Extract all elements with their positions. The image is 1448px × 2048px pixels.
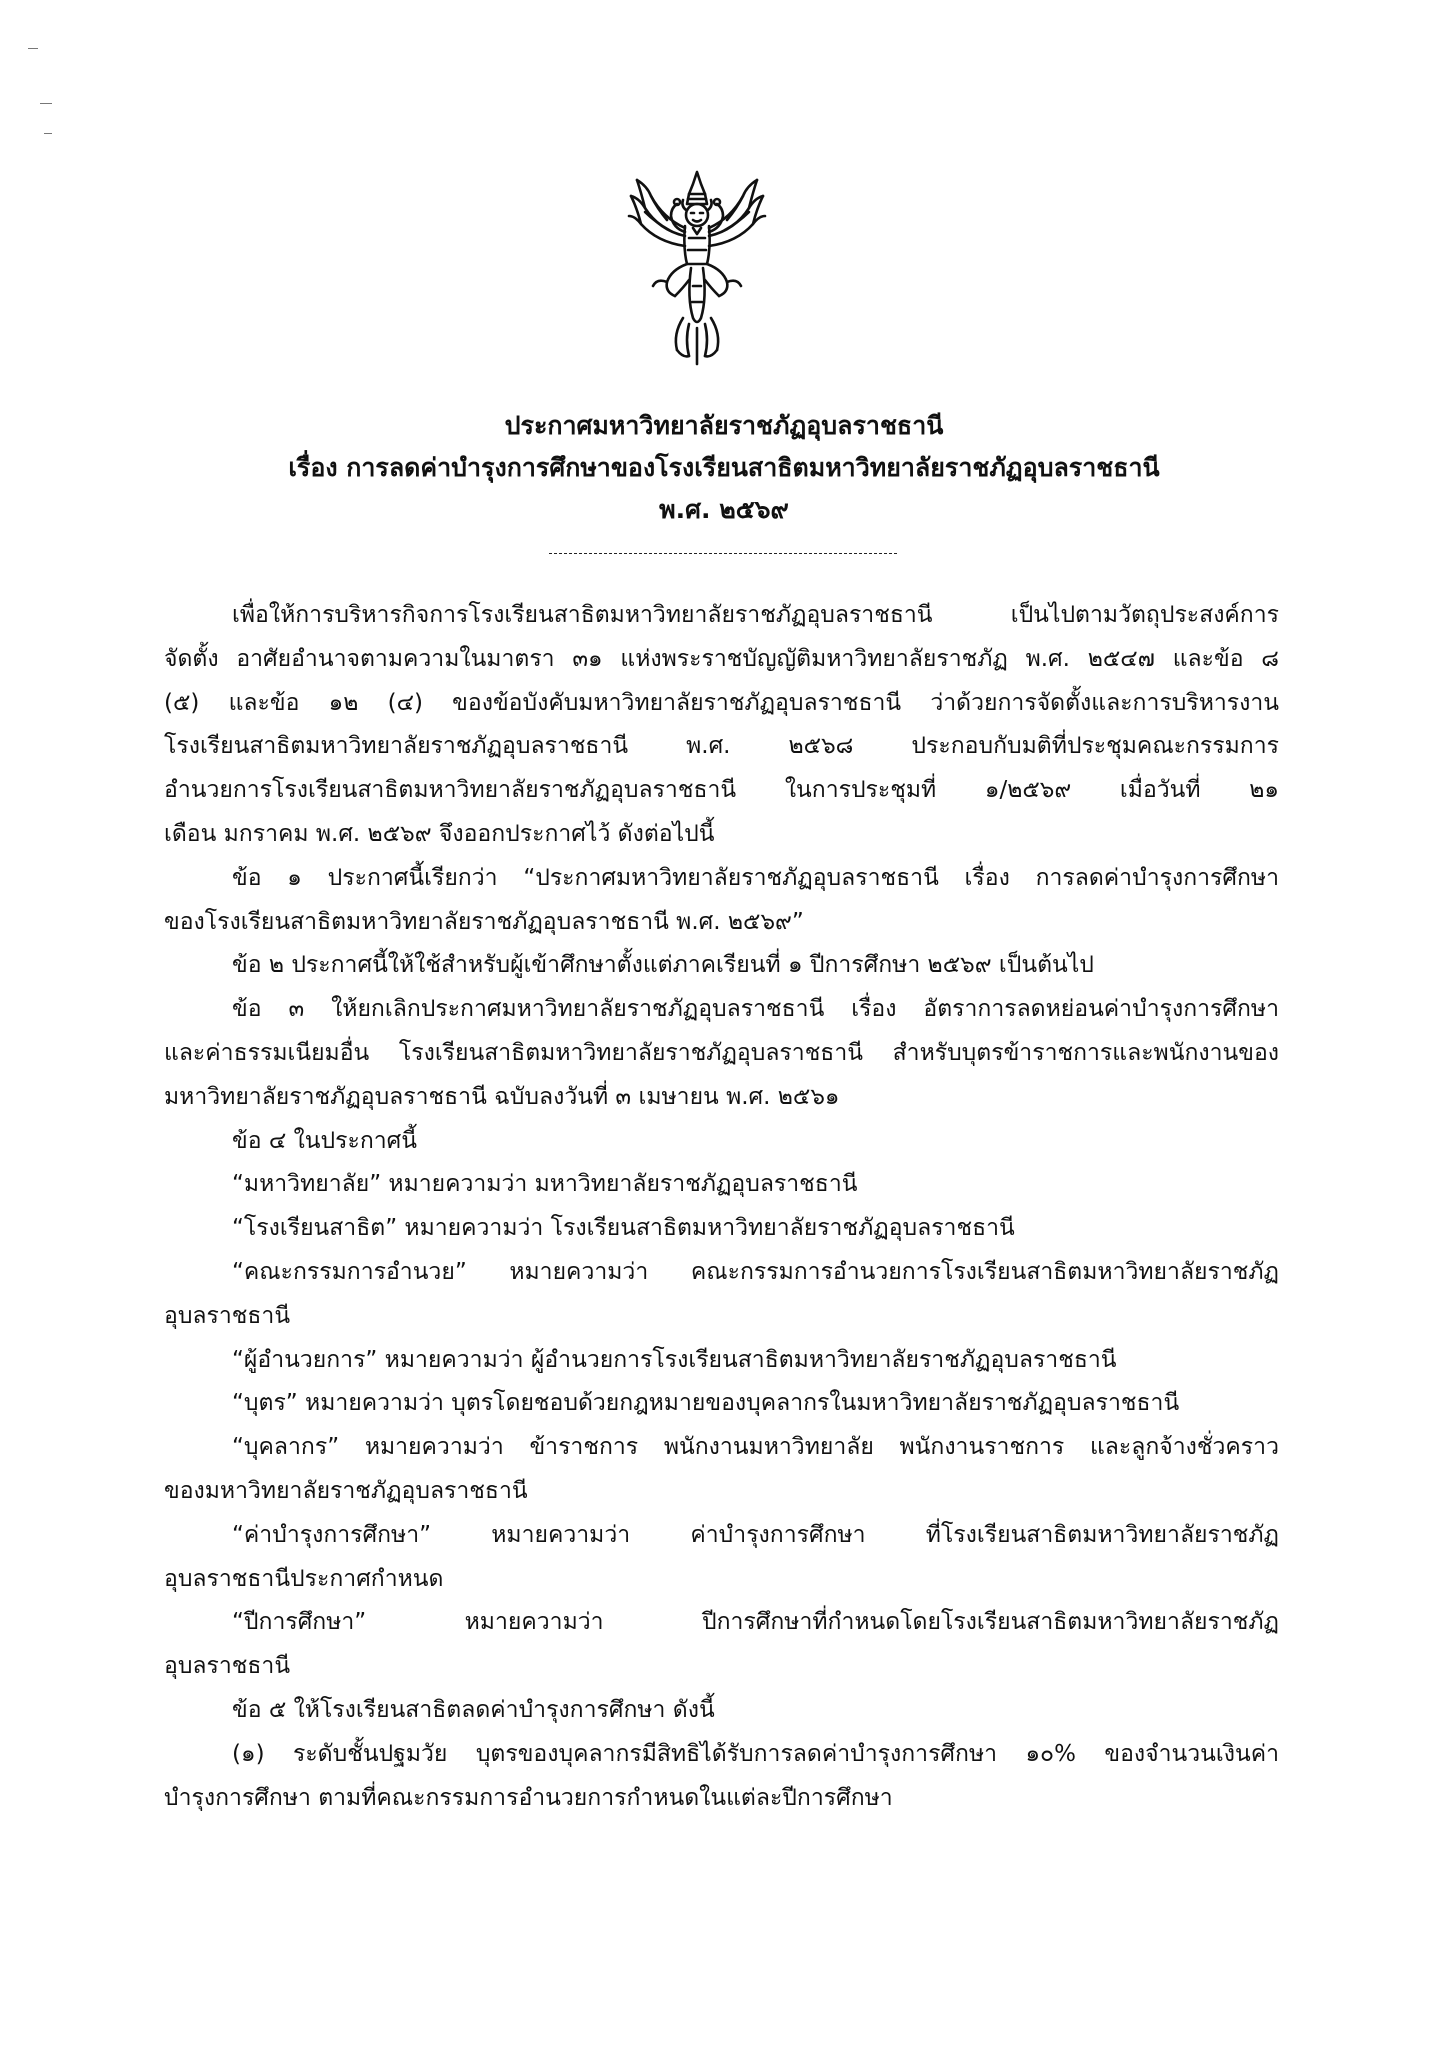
definition-university: “มหาวิทยาลัย” หมายความว่า มหาวิทยาลัยราชภัฏอุบลราชธานี [232,1171,858,1198]
definition-academic-year: “ปีการศึกษา” หมายความว่า ปีการศึกษาที่กำหนดโดยโรงเรียนสาธิตมหาวิทยาลัยราชภัฏ [232,1609,1279,1636]
definition-fee: “ค่าบำรุงการศึกษา” หมายความว่า ค่าบำรุงการศึกษา ที่โรงเรียนสาธิตมหาวิทยาลัยราชภัฏ [232,1521,1279,1548]
scan-artifact [28,48,38,49]
announcement-body [164,594,1279,1820]
preamble-line: อำนวยการโรงเรียนสาธิตมหาวิทยาลัยราชภัฏอุบลราชธานี ในการประชุมที่ ๑/๒๕๖๙ เมื่อวันที่ ๒๑ [164,777,1279,804]
clause-5-item-1-cont: บำรุงการศึกษา ตามที่คณะกรรมการอำนวยการกำหนดในแต่ละปีการศึกษา [164,1784,893,1811]
clause-1-cont: ของโรงเรียนสาธิตมหาวิทยาลัยราชภัฏอุบลราชธานี พ.ศ. ๒๕๖๙” [164,908,804,935]
clause-4: ข้อ ๔ ในประกาศนี้ [232,1127,417,1154]
definition-child: “บุตร” หมายความว่า บุตรโดยชอบด้วยกฎหมายของบุคลากรในมหาวิทยาลัยราชภัฏอุบลราชธานี [232,1390,1180,1417]
preamble-line: เดือน มกราคม พ.ศ. ๒๕๖๙ จึงออกประกาศไว้ ดังต่อไปนี้ [164,820,715,847]
clause-5: ข้อ ๕ ให้โรงเรียนสาธิตลดค่าบำรุงการศึกษา ดังนี้ [232,1696,715,1723]
definition-school: “โรงเรียนสาธิต” หมายความว่า โรงเรียนสาธิตมหาวิทยาลัยราชภัฏอุบลราชธานี [232,1215,1015,1242]
clause-3: ข้อ ๓ ให้ยกเลิกประกาศมหาวิทยาลัยราชภัฏอุบลราชธานี เรื่อง อัตราการลดหย่อนค่าบำรุงการศึกษา [232,996,1279,1023]
definition-personnel-cont: ของมหาวิทยาลัยราชภัฏอุบลราชธานี [164,1477,528,1504]
garuda-emblem-icon [627,168,767,368]
clause-3-cont: มหาวิทยาลัยราชภัฏอุบลราชธานี ฉบับลงวันที่ ๓ เมษายน พ.ศ. ๒๕๖๑ [164,1083,840,1110]
title-line-1: ประกาศมหาวิทยาลัยราชภัฏอุบลราชธานี [504,411,944,440]
scan-artifact [44,133,52,134]
definition-director: “ผู้อำนวยการ” หมายความว่า ผู้อำนวยการโรงเรียนสาธิตมหาวิทยาลัยราชภัฏอุบลราชธานี [232,1346,1117,1373]
definition-committee: “คณะกรรมการอำนวย” หมายความว่า คณะกรรมการอำนวยการโรงเรียนสาธิตมหาวิทยาลัยราชภัฏ [232,1258,1279,1285]
clause-3-cont: และค่าธรรมเนียมอื่น โรงเรียนสาธิตมหาวิทยาลัยราชภัฏอุบลราชธานี สำหรับบุตรข้าราชการและพนักงานของ [164,1039,1279,1066]
preamble-line: จัดตั้ง อาศัยอำนาจตามความในมาตรา ๓๑ แห่งพระราชบัญญัติมหาวิทยาลัยราชภัฏ พ.ศ. ๒๕๔๗ และข้อ ๘ [164,645,1279,672]
clause-5-item-1: (๑) ระดับชั้นปฐมวัย บุตรของบุคลากรมีสิทธิได้รับการลดค่าบำรุงการศึกษา ๑๐% ของจำนวนเงินค่า [232,1740,1279,1767]
announcement-title [0,405,1448,531]
preamble-line: (๕) และข้อ ๑๒ (๔) ของข้อบังคับมหาวิทยาลัยราชภัฏอุบลราชธานี ว่าด้วยการจัดตั้งและการบริหารงาน [164,689,1279,716]
title-line-2: เรื่อง การลดค่าบำรุงการศึกษาของโรงเรียนสาธิตมหาวิทยาลัยราชภัฏอุบลราชธานี [288,453,1160,482]
title-separator [549,553,897,554]
preamble-line: โรงเรียนสาธิตมหาวิทยาลัยราชภัฏอุบลราชธานี พ.ศ. ๒๕๖๘ ประกอบกับมติที่ประชุมคณะกรรมการ [164,733,1279,760]
definition-committee-cont: อุบลราชธานี [164,1302,291,1329]
clause-2: ข้อ ๒ ประกาศนี้ให้ใช้สำหรับผู้เข้าศึกษาตั้งแต่ภาคเรียนที่ ๑ ปีการศึกษา ๒๕๖๙ เป็นต้นไป [232,952,1094,979]
scan-artifact [40,103,52,104]
definition-academic-year-cont: อุบลราชธานี [164,1653,291,1680]
title-year: พ.ศ. ๒๕๖๙ [659,495,789,524]
clause-1: ข้อ ๑ ประกาศนี้เรียกว่า “ประกาศมหาวิทยาลัยราชภัฏอุบลราชธานี เรื่อง การลดค่าบำรุงการศึกษา [232,864,1279,891]
definition-personnel: “บุคลากร” หมายความว่า ข้าราชการ พนักงานมหาวิทยาลัย พนักงานราชการ และลูกจ้างชั่วคราว [232,1434,1279,1461]
preamble-line: เพื่อให้การบริหารกิจการโรงเรียนสาธิตมหาวิทยาลัยราชภัฏอุบลราชธานี เป็นไปตามวัตถุประสงค์การ [232,602,1279,628]
definition-fee-cont: อุบลราชธานีประกาศกำหนด [164,1565,444,1592]
